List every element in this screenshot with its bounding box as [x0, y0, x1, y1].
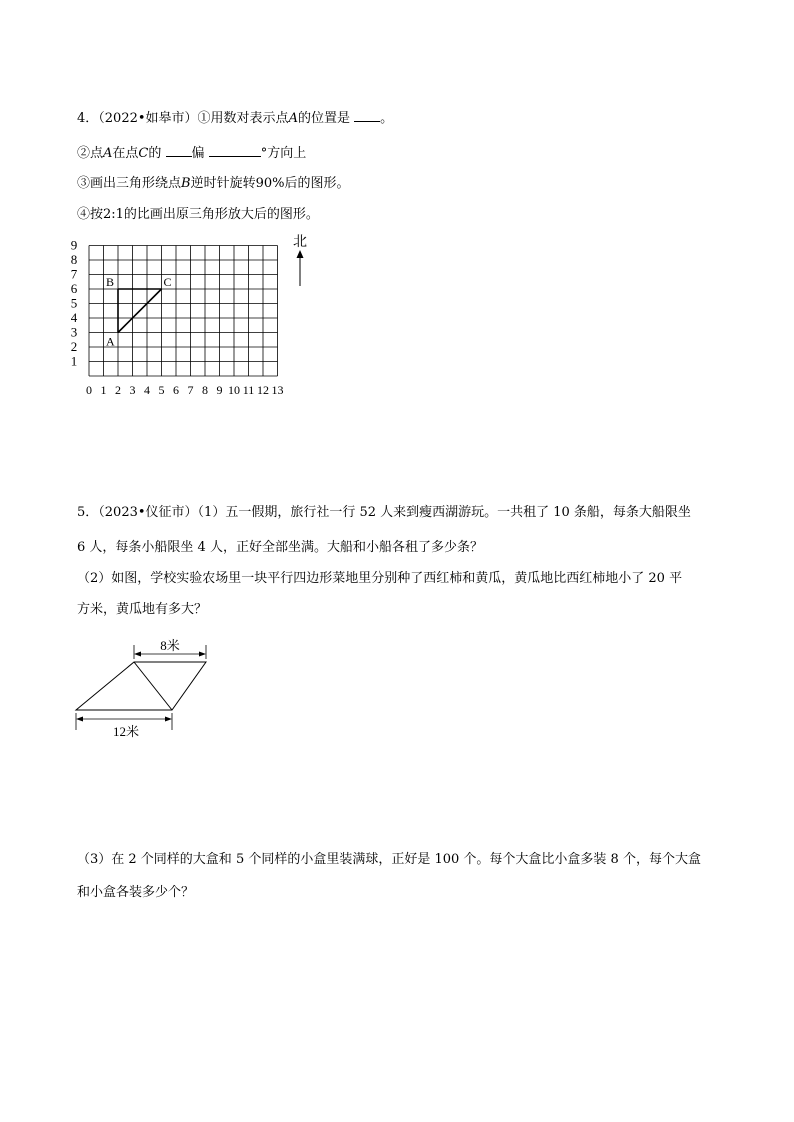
point-label-c: C — [163, 275, 172, 289]
y-axis-label: 7 — [70, 266, 78, 282]
q5-p2-line2: 方米，黄瓜地有多大？ — [77, 602, 208, 617]
north-indicator — [293, 234, 307, 286]
north-arrow-icon — [297, 250, 304, 258]
coordinate-grid-figure — [60, 226, 330, 401]
answer-blank-1[interactable] — [354, 109, 380, 122]
q4-number: 4． — [77, 111, 99, 126]
q5-p1-line1: （1）五一假期，旅行社一行 52 人来到瘦西湖游玩。一共租了 10 条船，每条大船限坐 — [197, 505, 691, 520]
top-dimension-label: 8米 — [160, 638, 180, 653]
y-axis-label: 6 — [70, 281, 78, 296]
parallelogram-figure — [70, 632, 220, 744]
q4-part2-point-a: A — [103, 146, 113, 161]
x-axis-label: 0 — [86, 383, 92, 397]
q5-p2-line1: （2）如图，学校实验农场里一块平行四边形菜地里分别种了西红柿和黄瓜，黄瓜地比西红柿地小了 20 平 — [77, 571, 683, 586]
x-axis-label: 6 — [173, 383, 179, 397]
x-axis-label: 11 — [242, 383, 255, 397]
q4-part3-text: ③画出三角形绕点 — [77, 176, 182, 191]
q4-part2-dir: 偏 — [191, 146, 205, 161]
point-label-b: B — [106, 275, 115, 289]
y-axis-label: 9 — [70, 237, 78, 253]
x-axis-label: 12 — [257, 383, 269, 397]
q5-p3-line2: 和小盒各装多少个？ — [77, 885, 195, 900]
y-axis-label: 2 — [70, 339, 78, 354]
q4-part3-after: 逆时针旋转90%后的图形。 — [190, 176, 350, 191]
x-axis-label: 4 — [144, 383, 150, 397]
q4-part3-point: B — [181, 176, 191, 191]
divider-line — [134, 662, 172, 710]
q4-heading — [77, 109, 393, 128]
x-axis-label: 13 — [271, 383, 284, 397]
x-axis-label: 8 — [202, 383, 208, 397]
q4-part1-point: A — [288, 111, 298, 126]
q5-p3-line1: （3）在 2 个同样的大盒和 5 个同样的小盒里装满球，正好是 100 个。每个大盒比小盒多装 8 个，每个大盒 — [77, 852, 701, 867]
answer-blank-2[interactable] — [166, 144, 192, 157]
q4-part3 — [77, 175, 349, 193]
answer-blank-3[interactable] — [209, 144, 261, 157]
q4-part2-text: ②点 — [77, 146, 104, 161]
q4-part2-mid: 在点 — [112, 146, 139, 161]
x-axis-label: 7 — [187, 383, 194, 397]
q5-source: （2023•仪征市） — [98, 505, 198, 520]
x-axis-label: 3 — [129, 383, 136, 397]
x-axis-label: 10 — [228, 383, 240, 397]
q4-part1-after: 的位置是 — [297, 111, 350, 126]
y-axis-label: 1 — [70, 353, 78, 369]
q4-part1-end: 。 — [380, 111, 394, 126]
north-label: 北 — [293, 235, 307, 250]
x-axis-labels — [86, 383, 284, 397]
arrow-left-icon — [134, 652, 141, 657]
q5-p1-line2: 6 人，每条小船限坐 4 人，正好全部坐满。大船和小船各租了多少条？ — [77, 540, 483, 555]
q5-number: 5． — [77, 505, 99, 520]
q4-part2 — [77, 144, 306, 163]
x-axis-label: 2 — [115, 383, 121, 397]
q4-part1-text: ①用数对表示点 — [197, 111, 289, 126]
arrow-right-icon — [199, 652, 206, 657]
q4-part4-text: ④按2:1的比画出原三角形放大后的图形。 — [77, 207, 319, 222]
q4-part2-de: 的 — [148, 146, 162, 161]
q4-part2-deg: °方向上 — [260, 146, 307, 161]
y-axis-labels — [71, 238, 78, 369]
triangle-side-ac — [118, 289, 162, 333]
q5-heading — [77, 504, 691, 522]
arrow-right-icon — [165, 717, 172, 722]
q4-source: （2022•如皋市） — [98, 111, 198, 126]
parallelogram-outline — [76, 662, 206, 710]
x-axis-label: 5 — [158, 383, 165, 397]
y-axis-label: 4 — [70, 310, 78, 325]
point-label-a: A — [106, 334, 115, 349]
x-axis-label: 9 — [216, 383, 223, 397]
q4-part4 — [77, 206, 319, 224]
q4-part2-point-c: C — [138, 146, 149, 161]
arrow-left-icon — [76, 717, 83, 722]
y-axis-label: 8 — [70, 252, 78, 267]
bottom-dimension-label: 12米 — [112, 724, 140, 739]
y-axis-label: 5 — [70, 295, 78, 311]
x-axis-label: 1 — [100, 383, 107, 397]
y-axis-label: 3 — [70, 324, 78, 340]
